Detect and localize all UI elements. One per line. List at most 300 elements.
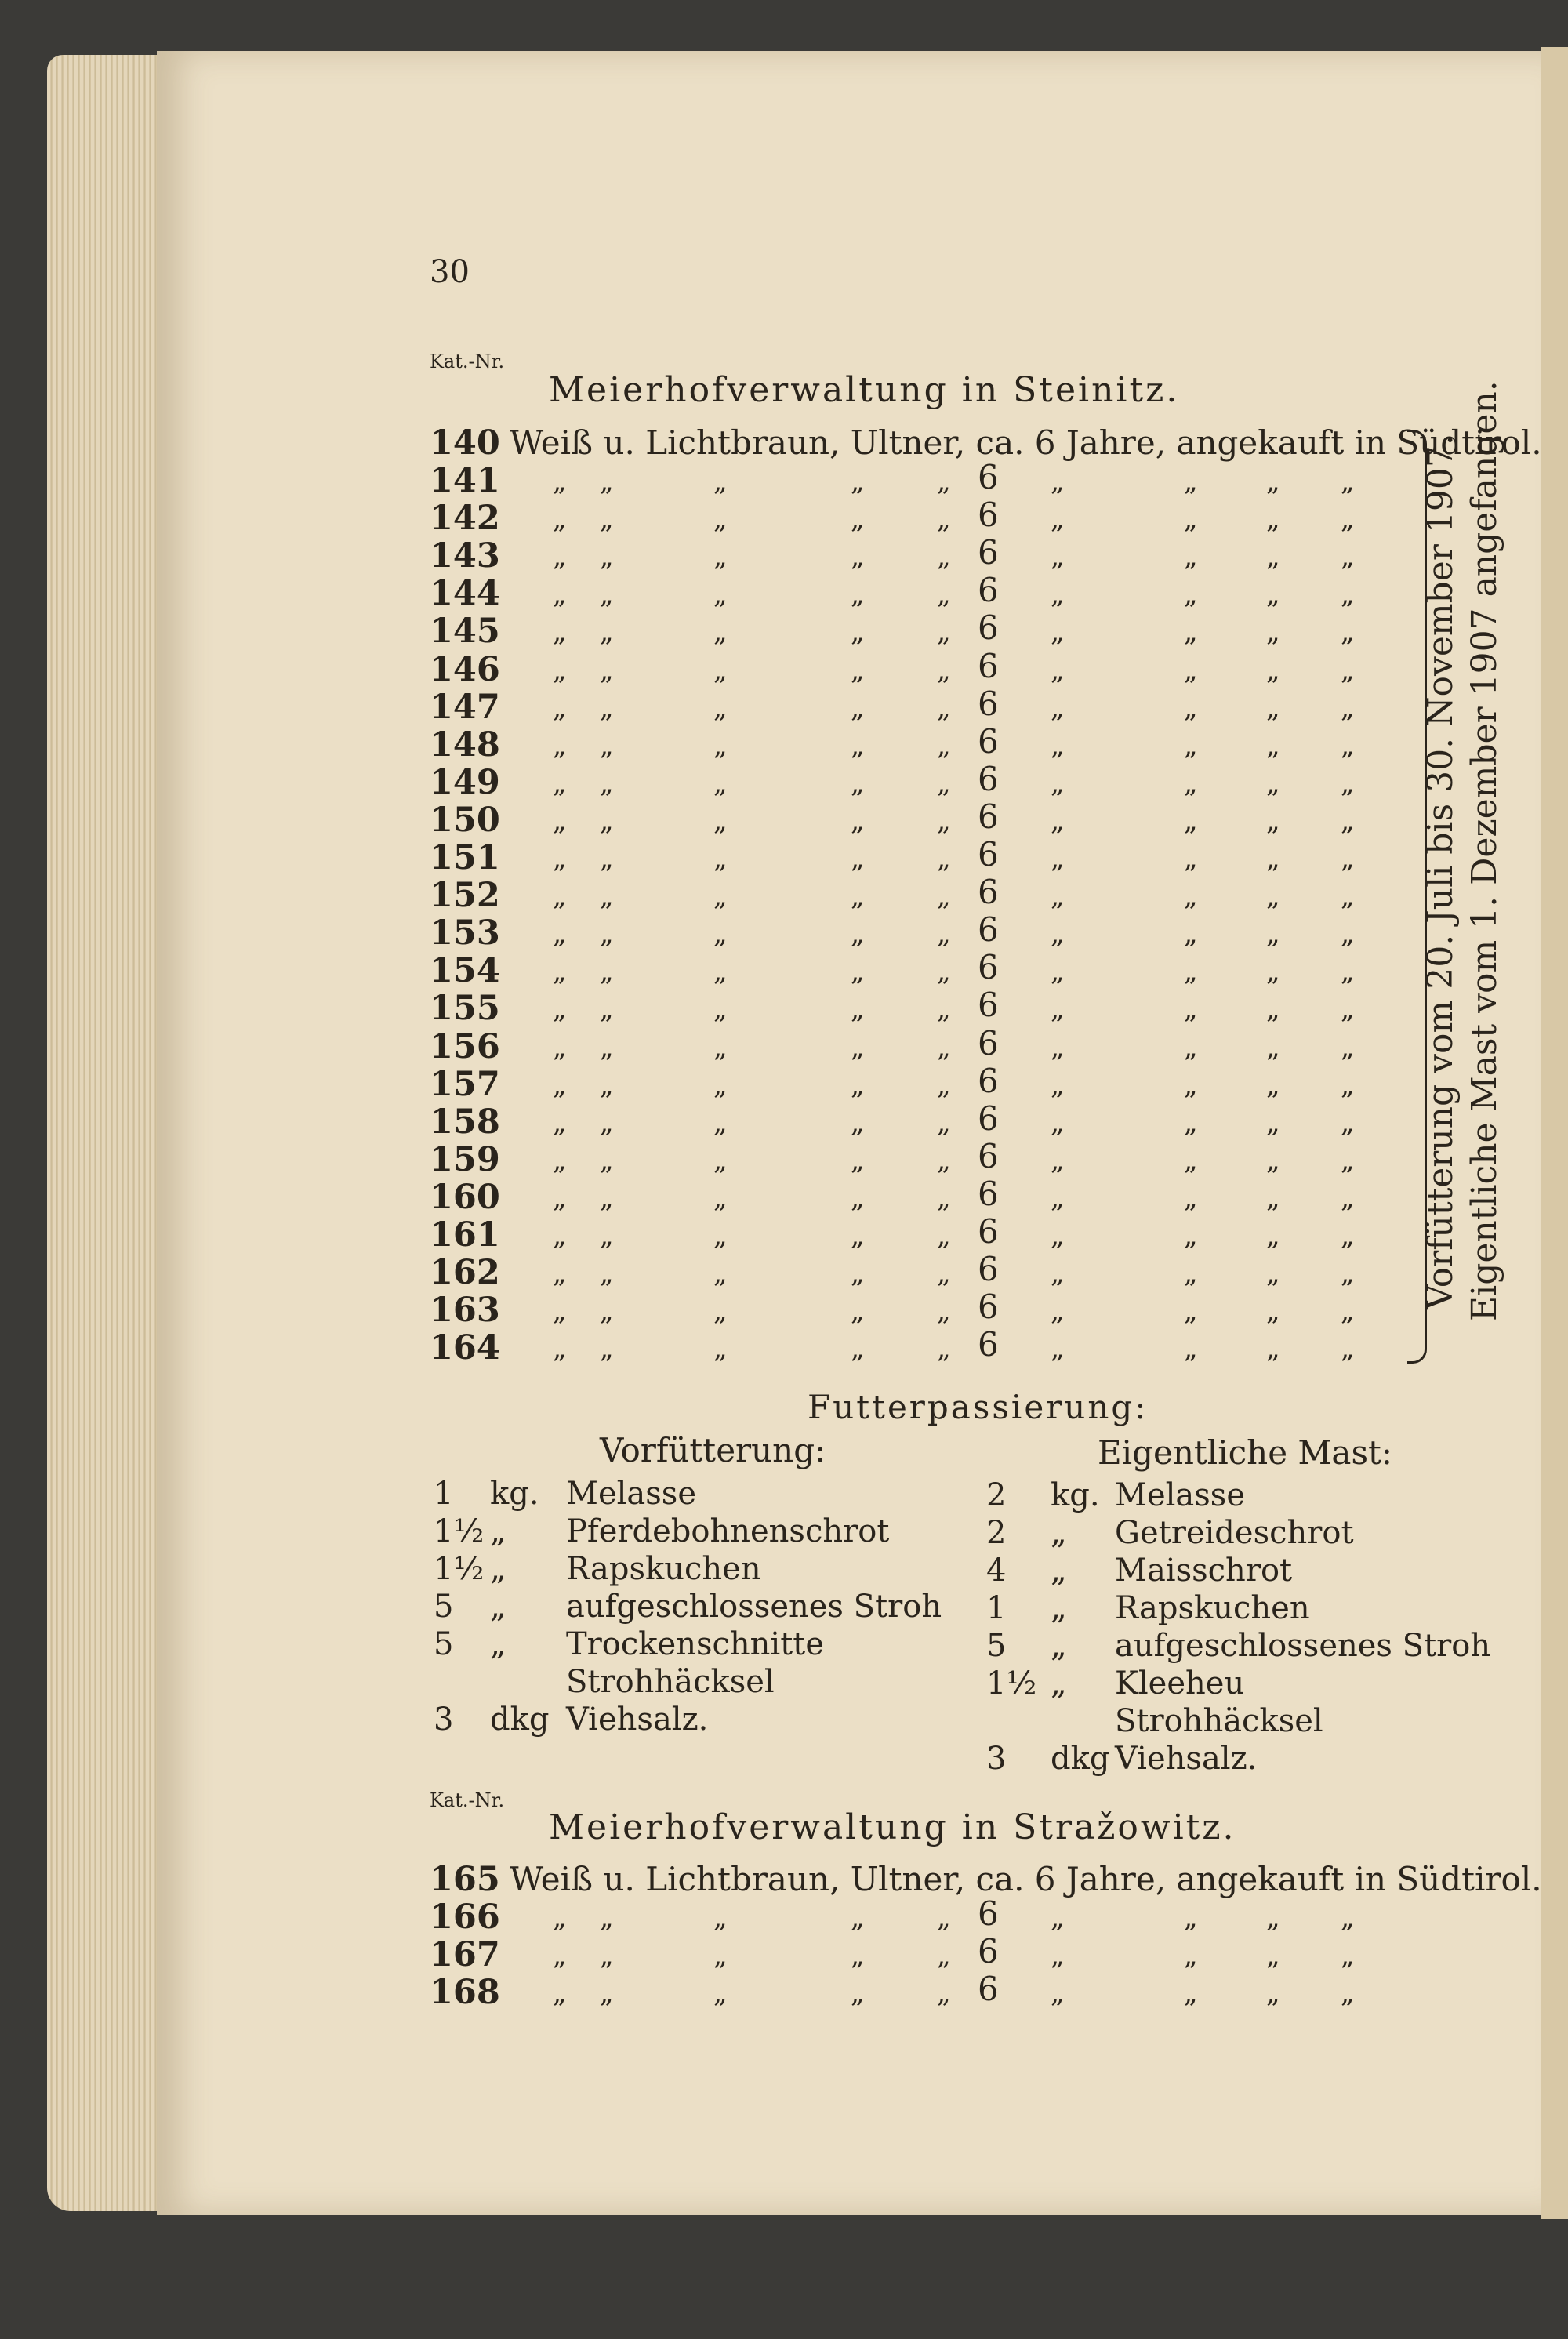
ditto-mark: „	[1341, 503, 1355, 536]
age-value: 6	[978, 721, 999, 761]
ditto-mark: „	[937, 767, 951, 799]
feed-item-qty: 1½	[986, 1665, 1037, 1702]
ditto-mark: „	[851, 579, 865, 611]
catalog-number: 164	[430, 1328, 500, 1368]
ditto-mark: „	[1266, 503, 1280, 536]
ditto-mark: „	[553, 956, 567, 988]
ditto-mark: „	[1341, 767, 1355, 799]
catalog-number: 159	[430, 1139, 500, 1179]
ditto-mark: „	[713, 1940, 728, 1971]
ditto-mark: „	[1184, 1940, 1198, 1971]
catalog-number: 150	[430, 800, 500, 840]
ditto-mark: „	[1341, 1031, 1355, 1063]
ditto-mark: „	[713, 1031, 728, 1063]
catalog-number: 142	[430, 499, 500, 539]
feed-item-unit: „	[1051, 1628, 1067, 1664]
feed-item-qty: 5	[434, 1626, 454, 1662]
ditto-mark: „	[851, 1258, 865, 1290]
ditto-mark: „	[600, 466, 614, 497]
ditto-mark: „	[1051, 804, 1065, 837]
ditto-mark: „	[1184, 503, 1198, 536]
ditto-mark: „	[851, 1031, 865, 1063]
ditto-mark: „	[713, 1333, 728, 1365]
age-value: 6	[978, 571, 999, 610]
ditto-mark: „	[937, 1333, 951, 1365]
ditto-mark: „	[553, 918, 567, 950]
ditto-mark: „	[1266, 579, 1280, 611]
ditto-mark: „	[553, 541, 567, 573]
ditto-mark: „	[553, 1031, 567, 1063]
ditto-mark: „	[553, 503, 567, 536]
ditto-mark: „	[713, 881, 728, 913]
ditto-mark: „	[851, 1220, 865, 1251]
ditto-mark: „	[937, 579, 951, 611]
feed-item-unit: kg.	[1051, 1477, 1100, 1513]
age-value: 6	[978, 1970, 999, 2008]
feed-item-name: Rapskuchen	[1115, 1590, 1310, 1626]
side-note-prefeeding: Vorfütterung vom 20. Juli bis 30. November 1907.	[1421, 434, 1461, 1309]
catalog-number: 146	[430, 649, 500, 689]
ditto-mark: „	[553, 1978, 567, 2009]
ditto-mark: „	[937, 804, 951, 837]
catalog-number: 140	[430, 423, 500, 463]
ditto-mark: „	[713, 843, 728, 874]
ditto-mark: „	[1341, 729, 1355, 761]
ditto-mark: „	[600, 767, 614, 799]
ditto-mark: „	[1051, 1295, 1065, 1327]
ditto-mark: „	[1051, 1258, 1065, 1290]
age-value: 6	[978, 1061, 999, 1100]
catalog-number: 165	[430, 1860, 500, 1899]
ditto-mark: „	[1184, 654, 1198, 686]
ditto-mark: „	[553, 466, 567, 497]
ditto-mark: „	[1266, 918, 1280, 950]
catalog-number: 158	[430, 1102, 500, 1142]
ditto-mark: „	[851, 1902, 865, 1934]
ditto-mark: „	[1184, 1031, 1198, 1063]
age-value: 6	[978, 1099, 999, 1138]
feed-item-unit: „	[1051, 1515, 1067, 1551]
katnr-label-2: Kat.-Nr.	[430, 1789, 505, 1811]
ditto-mark: „	[851, 1333, 865, 1365]
ditto-mark: „	[553, 692, 567, 724]
feed-item-name: Rapskuchen	[566, 1551, 761, 1587]
ditto-mark: „	[851, 1182, 865, 1214]
ditto-mark: „	[600, 843, 614, 874]
age-value: 6	[978, 1212, 999, 1251]
ditto-mark: „	[1051, 541, 1065, 573]
row-description: Weiß u. Lichtbraun, Ultner, ca. 6 Jahre, angekauft in Südtirol.	[510, 1860, 1542, 1898]
ditto-mark: „	[937, 466, 951, 497]
ditto-mark: „	[713, 729, 728, 761]
ditto-mark: „	[1266, 654, 1280, 686]
side-note-fattening: Eigentliche Mast vom 1. Dezember 1907 angefangen.	[1465, 380, 1504, 1321]
ditto-mark: „	[1184, 692, 1198, 724]
ditto-mark: „	[600, 616, 614, 648]
ditto-mark: „	[600, 1182, 614, 1214]
catalog-number: 157	[430, 1064, 500, 1104]
feed-item-name: Pferdebohnenschrot	[566, 1513, 890, 1549]
ditto-mark: „	[713, 993, 728, 1026]
ditto-mark: „	[713, 692, 728, 724]
ditto-mark: „	[937, 503, 951, 536]
ditto-mark: „	[600, 956, 614, 988]
ditto-mark: „	[600, 1902, 614, 1934]
feed-item-qty: 1½	[434, 1513, 485, 1549]
catalog-number: 161	[430, 1215, 500, 1255]
page-number: 30	[430, 254, 470, 290]
age-value: 6	[978, 1932, 999, 1970]
ditto-mark: „	[937, 1258, 951, 1290]
ditto-mark: „	[1266, 881, 1280, 913]
ditto-mark: „	[1184, 843, 1198, 874]
feed-item-name: Melasse	[566, 1476, 696, 1512]
ditto-mark: „	[937, 1902, 951, 1934]
feed-item-name: Viehsalz.	[1115, 1741, 1258, 1777]
catalog-number: 168	[430, 1973, 500, 2012]
ditto-mark: „	[1051, 1902, 1065, 1934]
ditto-mark: „	[600, 1295, 614, 1327]
ditto-mark: „	[1341, 1258, 1355, 1290]
ditto-mark: „	[1341, 541, 1355, 573]
ditto-mark: „	[851, 729, 865, 761]
ditto-mark: „	[1341, 692, 1355, 724]
catalog-number: 163	[430, 1291, 500, 1331]
katnr-label: Kat.-Nr.	[430, 350, 505, 372]
catalog-number: 152	[430, 876, 500, 916]
ditto-mark: „	[1266, 1031, 1280, 1063]
feed-item-qty: 5	[434, 1589, 454, 1625]
ditto-mark: „	[553, 843, 567, 874]
ditto-mark: „	[1341, 918, 1355, 950]
ditto-mark: „	[937, 1978, 951, 2009]
ditto-mark: „	[937, 1220, 951, 1251]
ditto-mark: „	[1266, 616, 1280, 648]
ditto-mark: „	[600, 1220, 614, 1251]
ditto-mark: „	[713, 1069, 728, 1101]
ditto-mark: „	[1341, 579, 1355, 611]
ditto-mark: „	[851, 918, 865, 950]
catalog-number: 141	[430, 461, 500, 500]
ditto-mark: „	[1184, 579, 1198, 611]
ditto-mark: „	[713, 541, 728, 573]
ditto-mark: „	[600, 804, 614, 837]
ditto-mark: „	[600, 579, 614, 611]
ditto-mark: „	[937, 881, 951, 913]
ditto-mark: „	[851, 1144, 865, 1176]
ditto-mark: „	[1266, 1902, 1280, 1934]
ditto-mark: „	[553, 1258, 567, 1290]
catalog-number: 147	[430, 687, 500, 727]
ditto-mark: „	[1051, 993, 1065, 1026]
ditto-mark: „	[1266, 767, 1280, 799]
ditto-mark: „	[1184, 1902, 1198, 1934]
ditto-mark: „	[1341, 1106, 1355, 1139]
ditto-mark: „	[937, 1295, 951, 1327]
ditto-mark: „	[1341, 804, 1355, 837]
age-value: 6	[978, 873, 999, 912]
ditto-mark: „	[851, 1295, 865, 1327]
ditto-mark: „	[1266, 1940, 1280, 1971]
section-heading-strazowitz: Meierhofverwaltung in Stražowitz.	[549, 1807, 1236, 1847]
ditto-mark: „	[937, 616, 951, 648]
ditto-mark: „	[851, 692, 865, 724]
feed-item-qty: 1	[986, 1590, 1007, 1626]
ditto-mark: „	[600, 1940, 614, 1971]
ditto-mark: „	[1051, 729, 1065, 761]
ditto-mark: „	[1266, 1069, 1280, 1101]
ditto-mark: „	[1341, 616, 1355, 648]
prefeeding-title: Vorfütterung:	[600, 1431, 826, 1469]
ditto-mark: „	[1051, 1106, 1065, 1139]
ditto-mark: „	[1051, 692, 1065, 724]
age-value: 6	[978, 759, 999, 798]
ditto-mark: „	[937, 1144, 951, 1176]
age-value: 6	[978, 646, 999, 685]
ditto-mark: „	[1184, 918, 1198, 950]
feed-item-qty: 2	[986, 1477, 1007, 1513]
ditto-mark: „	[1051, 918, 1065, 950]
ditto-mark: „	[937, 1182, 951, 1214]
catalog-number: 167	[430, 1935, 500, 1974]
ditto-mark: „	[600, 1978, 614, 2009]
ditto-mark: „	[851, 1106, 865, 1139]
catalog-number: 160	[430, 1177, 500, 1217]
ditto-mark: „	[553, 616, 567, 648]
ditto-mark: „	[600, 541, 614, 573]
ditto-mark: „	[1266, 692, 1280, 724]
feed-item-name: Kleeheu	[1115, 1665, 1245, 1702]
ditto-mark: „	[1184, 1182, 1198, 1214]
ditto-mark: „	[713, 804, 728, 837]
ditto-mark: „	[1184, 1220, 1198, 1251]
ditto-mark: „	[1184, 1106, 1198, 1139]
ditto-mark: „	[1051, 466, 1065, 497]
feed-item-name: aufgeschlossenes Stroh	[566, 1589, 942, 1625]
ditto-mark: „	[1051, 1182, 1065, 1214]
ditto-mark: „	[1184, 993, 1198, 1026]
age-value: 6	[978, 1894, 999, 1933]
ditto-mark: „	[713, 616, 728, 648]
ditto-mark: „	[600, 881, 614, 913]
feed-item-name: aufgeschlossenes Stroh	[1115, 1628, 1491, 1664]
feed-item-qty: 2	[986, 1515, 1007, 1551]
ditto-mark: „	[1184, 956, 1198, 988]
ditto-mark: „	[600, 654, 614, 686]
age-value: 6	[978, 986, 999, 1025]
ditto-mark: „	[1184, 1069, 1198, 1101]
ditto-mark: „	[851, 881, 865, 913]
ditto-mark: „	[851, 767, 865, 799]
ditto-mark: „	[851, 466, 865, 497]
age-value: 6	[978, 1136, 999, 1175]
ditto-mark: „	[1051, 654, 1065, 686]
ditto-mark: „	[553, 1069, 567, 1101]
ditto-mark: „	[1051, 881, 1065, 913]
ditto-mark: „	[713, 503, 728, 536]
ditto-mark: „	[851, 503, 865, 536]
ditto-mark: „	[600, 993, 614, 1026]
ditto-mark: „	[553, 1144, 567, 1176]
age-value: 6	[978, 1023, 999, 1062]
ditto-mark: „	[1184, 1295, 1198, 1327]
ditto-mark: „	[1051, 956, 1065, 988]
ditto-mark: „	[600, 729, 614, 761]
fattening-title: Eigentliche Mast:	[1098, 1433, 1393, 1472]
age-value: 6	[978, 684, 999, 723]
ditto-mark: „	[1266, 729, 1280, 761]
ditto-mark: „	[713, 1220, 728, 1251]
ditto-mark: „	[600, 503, 614, 536]
feed-item-qty: 5	[986, 1628, 1007, 1664]
ditto-mark: „	[1184, 1978, 1198, 2009]
row-description: Weiß u. Lichtbraun, Ultner, ca. 6 Jahre, angekauft in Südtirol.	[510, 423, 1542, 462]
feed-item-name: Viehsalz.	[566, 1702, 709, 1738]
catalog-number: 162	[430, 1253, 500, 1293]
ditto-mark: „	[937, 692, 951, 724]
ditto-mark: „	[713, 918, 728, 950]
ditto-mark: „	[937, 843, 951, 874]
catalog-number: 149	[430, 762, 500, 802]
ditto-mark: „	[713, 1182, 728, 1214]
ditto-mark: „	[553, 1940, 567, 1971]
ditto-mark: „	[1266, 1295, 1280, 1327]
ditto-mark: „	[937, 956, 951, 988]
ditto-mark: „	[1184, 466, 1198, 497]
age-value: 6	[978, 910, 999, 950]
age-value: 6	[978, 948, 999, 987]
ditto-mark: „	[713, 1106, 728, 1139]
ditto-mark: „	[1341, 1220, 1355, 1251]
ditto-mark: „	[1266, 993, 1280, 1026]
ditto-mark: „	[553, 767, 567, 799]
ditto-mark: „	[713, 1295, 728, 1327]
ditto-mark: „	[600, 692, 614, 724]
ditto-mark: „	[1341, 1978, 1355, 2009]
feed-item-unit: dkg	[1051, 1741, 1110, 1777]
ditto-mark: „	[1266, 1258, 1280, 1290]
feed-item-unit: „	[1051, 1590, 1067, 1626]
ditto-mark: „	[1051, 1144, 1065, 1176]
ditto-mark: „	[1051, 767, 1065, 799]
catalog-number: 145	[430, 612, 500, 652]
ditto-mark: „	[600, 1069, 614, 1101]
ditto-mark: „	[713, 1258, 728, 1290]
ditto-mark: „	[937, 918, 951, 950]
ditto-mark: „	[1266, 1106, 1280, 1139]
ditto-mark: „	[851, 843, 865, 874]
ditto-mark: „	[713, 1144, 728, 1176]
ditto-mark: „	[1051, 1031, 1065, 1063]
feed-item-name: Trockenschnitte	[566, 1626, 825, 1662]
catalog-number: 154	[430, 951, 500, 991]
catalog-number: 155	[430, 989, 500, 1029]
feed-item-unit: „	[1051, 1553, 1067, 1589]
ditto-mark: „	[1051, 1333, 1065, 1365]
age-value: 6	[978, 835, 999, 873]
ditto-mark: „	[1341, 881, 1355, 913]
ditto-mark: „	[1341, 843, 1355, 874]
ditto-mark: „	[851, 1069, 865, 1101]
ditto-mark: „	[1341, 1940, 1355, 1971]
feed-item-qty: 3	[986, 1741, 1007, 1777]
age-value: 6	[978, 533, 999, 572]
ditto-mark: „	[713, 1978, 728, 2009]
feed-item-qty: 1	[434, 1476, 454, 1512]
ditto-mark: „	[713, 767, 728, 799]
feed-item-qty: 3	[434, 1702, 454, 1738]
ditto-mark: „	[553, 1902, 567, 1934]
catalog-number: 166	[430, 1898, 500, 1937]
ditto-mark: „	[1051, 1940, 1065, 1971]
ditto-mark: „	[553, 1333, 567, 1365]
ditto-mark: „	[851, 956, 865, 988]
ditto-mark: „	[937, 654, 951, 686]
ditto-mark: „	[1266, 804, 1280, 837]
ditto-mark: „	[713, 466, 728, 497]
feed-item-unit: „	[490, 1589, 506, 1625]
ditto-mark: „	[851, 993, 865, 1026]
ditto-mark: „	[1341, 1144, 1355, 1176]
ditto-mark: „	[937, 541, 951, 573]
ditto-mark: „	[1341, 1295, 1355, 1327]
ditto-mark: „	[600, 1144, 614, 1176]
ditto-mark: „	[851, 654, 865, 686]
feed-item-qty: 1½	[434, 1551, 485, 1587]
ditto-mark: „	[553, 654, 567, 686]
ditto-mark: „	[1266, 466, 1280, 497]
ditto-mark: „	[1184, 729, 1198, 761]
ditto-mark: „	[1341, 1182, 1355, 1214]
catalog-number: 144	[430, 574, 500, 614]
ditto-mark: „	[851, 804, 865, 837]
ditto-mark: „	[1051, 616, 1065, 648]
age-value: 6	[978, 1174, 999, 1213]
catalog-number: 143	[430, 536, 500, 576]
feed-item-name: Strohhäcksel	[566, 1664, 775, 1700]
ditto-mark: „	[1051, 843, 1065, 874]
age-value: 6	[978, 1250, 999, 1289]
feed-item-name: Maisschrot	[1115, 1553, 1293, 1589]
ditto-mark: „	[1341, 1902, 1355, 1934]
ditto-mark: „	[553, 579, 567, 611]
age-value: 6	[978, 458, 999, 496]
ditto-mark: „	[1266, 1182, 1280, 1214]
ditto-mark: „	[937, 993, 951, 1026]
ditto-mark: „	[713, 579, 728, 611]
ditto-mark: „	[1051, 1220, 1065, 1251]
feed-item-unit: kg.	[490, 1476, 539, 1512]
ditto-mark: „	[600, 1333, 614, 1365]
ditto-mark: „	[1184, 1258, 1198, 1290]
ditto-mark: „	[851, 1940, 865, 1971]
ditto-mark: „	[1341, 654, 1355, 686]
feed-item-name: Melasse	[1115, 1477, 1245, 1513]
age-value: 6	[978, 797, 999, 836]
ditto-mark: „	[553, 1295, 567, 1327]
ditto-mark: „	[851, 541, 865, 573]
ditto-mark: „	[1184, 1333, 1198, 1365]
ditto-mark: „	[553, 993, 567, 1026]
section-heading-steinitz: Meierhofverwaltung in Steinitz.	[549, 370, 1180, 410]
ditto-mark: „	[1266, 541, 1280, 573]
ditto-mark: „	[851, 1978, 865, 2009]
ditto-mark: „	[600, 918, 614, 950]
ditto-mark: „	[600, 1258, 614, 1290]
ditto-mark: „	[600, 1106, 614, 1139]
ditto-mark: „	[937, 1031, 951, 1063]
feed-item-unit: „	[1051, 1665, 1067, 1702]
